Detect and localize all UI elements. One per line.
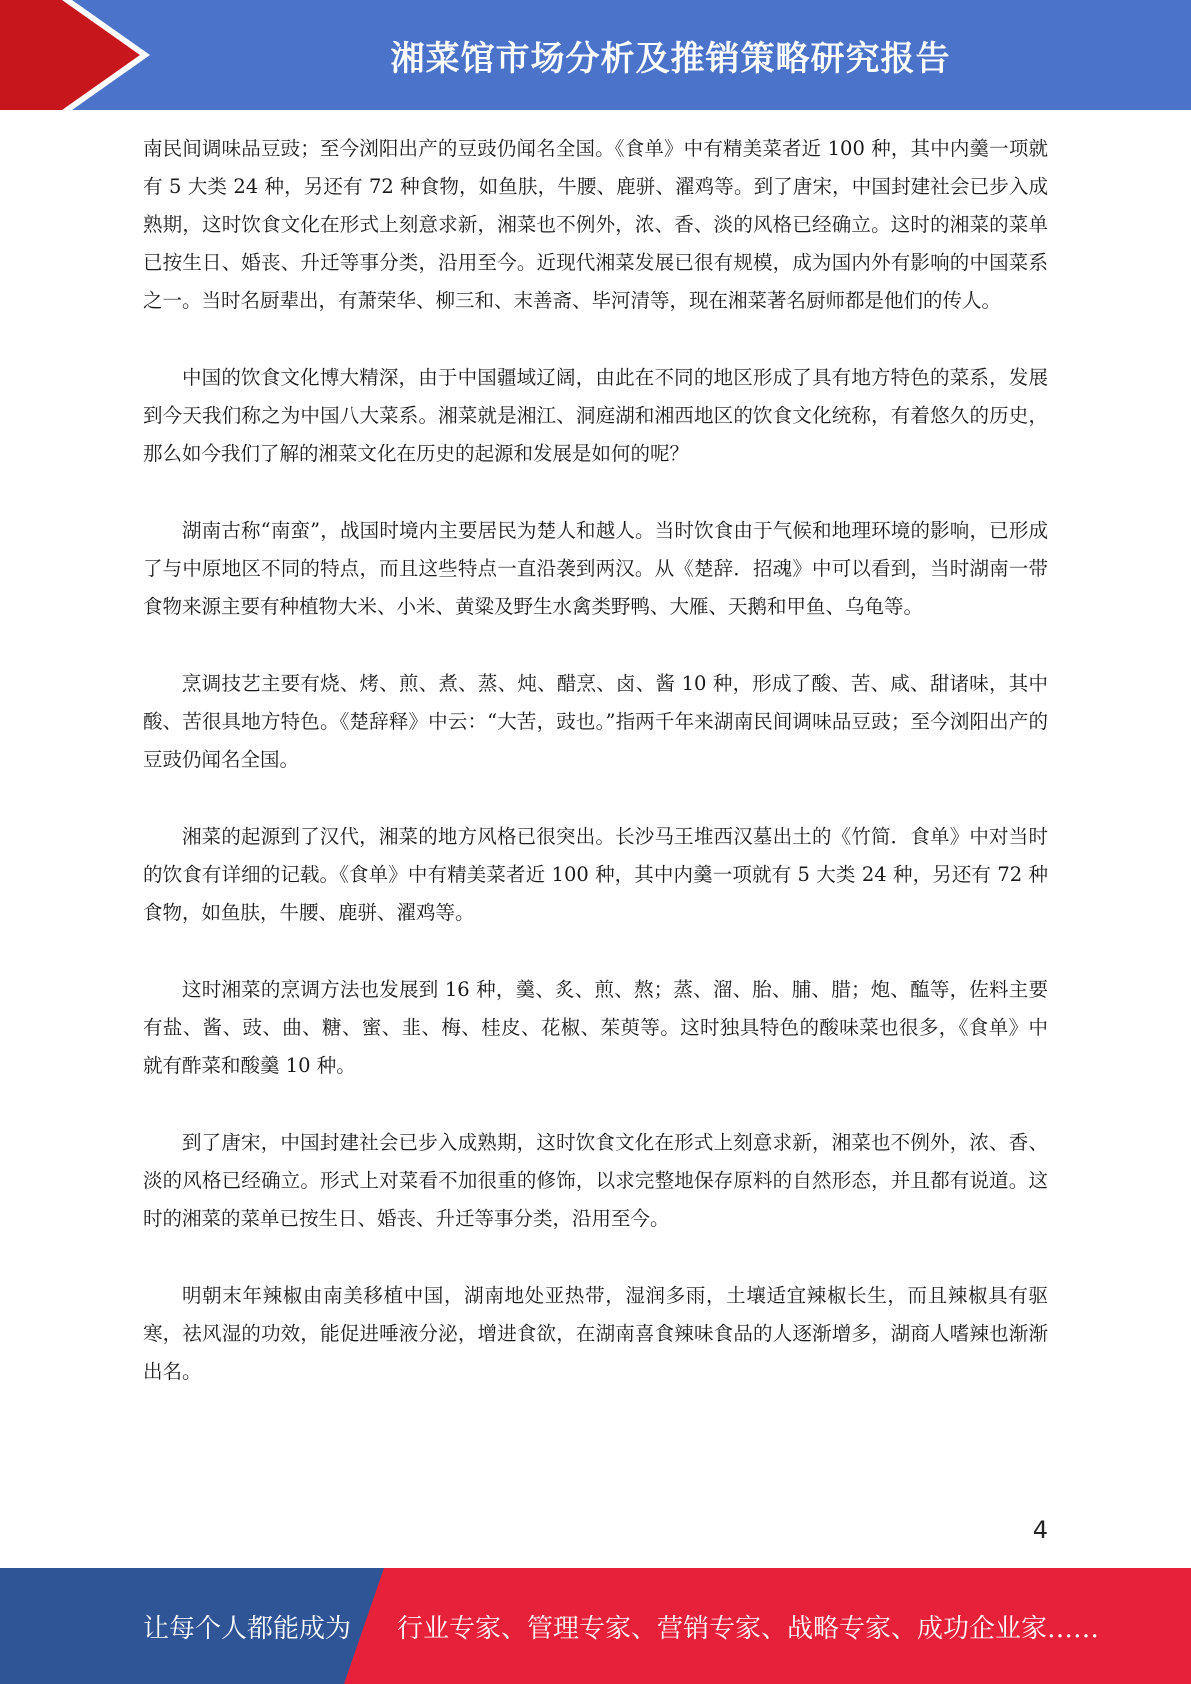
header-chevron-decoration bbox=[0, 0, 160, 110]
page-footer bbox=[0, 1568, 1191, 1684]
page-header bbox=[0, 0, 1191, 110]
report-title: 湘菜馆市场分析及推销策略研究报告 bbox=[390, 38, 951, 79]
document-body bbox=[143, 130, 1048, 1430]
paragraph-3: 湖南古称“南蛮”，战国时境内主要居民为楚人和越人。当时饮食由于气候和地理环境的影响，已形成了与中原地区不同的特点，而且这些特点一直沿袭到两汉。从《楚辞．招魂》中可以看到，当时湖南一带食物来源主要有种植物大米、小米、黄粱及野生水禽类野鸭、大雁、天鹅和甲鱼、乌龟等。 bbox=[143, 519, 1048, 618]
paragraph-6: 这时湘菜的烹调方法也发展到 16 种，羹、炙、煎、熬；蒸、溜、胎、脯、腊；炮、醢等，佐料主要有盐、酱、豉、曲、糖、蜜、韭、梅、桂皮、花椒、茱萸等。这时独具特色的酸味菜也很多，《食单》中就有酢菜和酸羹 10 种。 bbox=[143, 978, 1048, 1077]
paragraph-5: 湘菜的起源到了汉代，湘菜的地方风格已很突出。长沙马王堆西汉墓出土的《竹简．食单》中对当时的饮食有详细的记载。《食单》中有精美菜者近 100 种，其中内羹一项就有 5 大类 24 种，另还有 72 种食物，如鱼肤，牛腰、鹿骈、濯鸡等。 bbox=[143, 825, 1048, 924]
footer-slogan-left: 让每个人都能成为 bbox=[143, 1613, 352, 1644]
paragraph-1: 南民间调味品豆豉；至今浏阳出产的豆豉仍闻名全国。《食单》中有精美菜者近 100 种，其中内羹一项就有 5 大类 24 种，另还有 72 种食物，如鱼肤，牛腰、鹿骈、濯鸡等。到了唐宋，中国封建社会已步入成熟期，这时饮食文化在形式上刻意求新，湘菜也不例外，浓、香、淡的风格已经确立。这时的湘菜的菜单已按生日、婚丧、升迁等事分类，沿用至今。近现代湘菜发展已很有规模，成为国内外有影响的中国菜系之一。当时名厨辈出，有萧荣华、柳三和、末善斋、毕河清等，现在湘菜著名厨师都是他们的传人。 bbox=[143, 137, 1048, 312]
paragraph-2: 中国的饮食文化博大精深，由于中国疆域辽阔，由此在不同的地区形成了具有地方特色的菜系，发展到今天我们称之为中国八大菜系。湘菜就是湘江、洞庭湖和湘西地区的饮食文化统称，有着悠久的历史，那么如今我们了解的湘菜文化在历史的起源和发展是如何的呢？ bbox=[143, 366, 1048, 465]
paragraph-8: 明朝末年辣椒由南美移植中国，湖南地处亚热带，湿润多雨，土壤适宜辣椒长生，而且辣椒具有驱寒，祛风湿的功效，能促进唾液分泌，增进食欲，在湖南喜食辣味食品的人逐渐增多，湖商人嗜辣也渐渐出名。 bbox=[143, 1284, 1048, 1383]
footer-slogan-right: 行业专家、管理专家、营销专家、战略专家、成功企业家…… bbox=[397, 1613, 1100, 1644]
paragraph-4: 烹调技艺主要有烧、烤、煎、煮、蒸、炖、醋烹、卤、酱 10 种，形成了酸、苦、咸、甜诸味，其中酸、苦很具地方特色。《楚辞释》中云：“大苦，豉也。”指两千年来湖南民间调味品豆豉；至今浏阳出产的豆豉仍闻名全国。 bbox=[143, 672, 1048, 771]
page-number: 4 bbox=[1032, 1516, 1048, 1544]
paragraph-7: 到了唐宋，中国封建社会已步入成熟期，这时饮食文化在形式上刻意求新，湘菜也不例外，浓、香、淡的风格已经确立。形式上对菜看不加很重的修饰，以求完整地保存原料的自然形态，并且都有说道。这时的湘菜的菜单已按生日、婚丧、升迁等事分类，沿用至今。 bbox=[143, 1131, 1048, 1230]
